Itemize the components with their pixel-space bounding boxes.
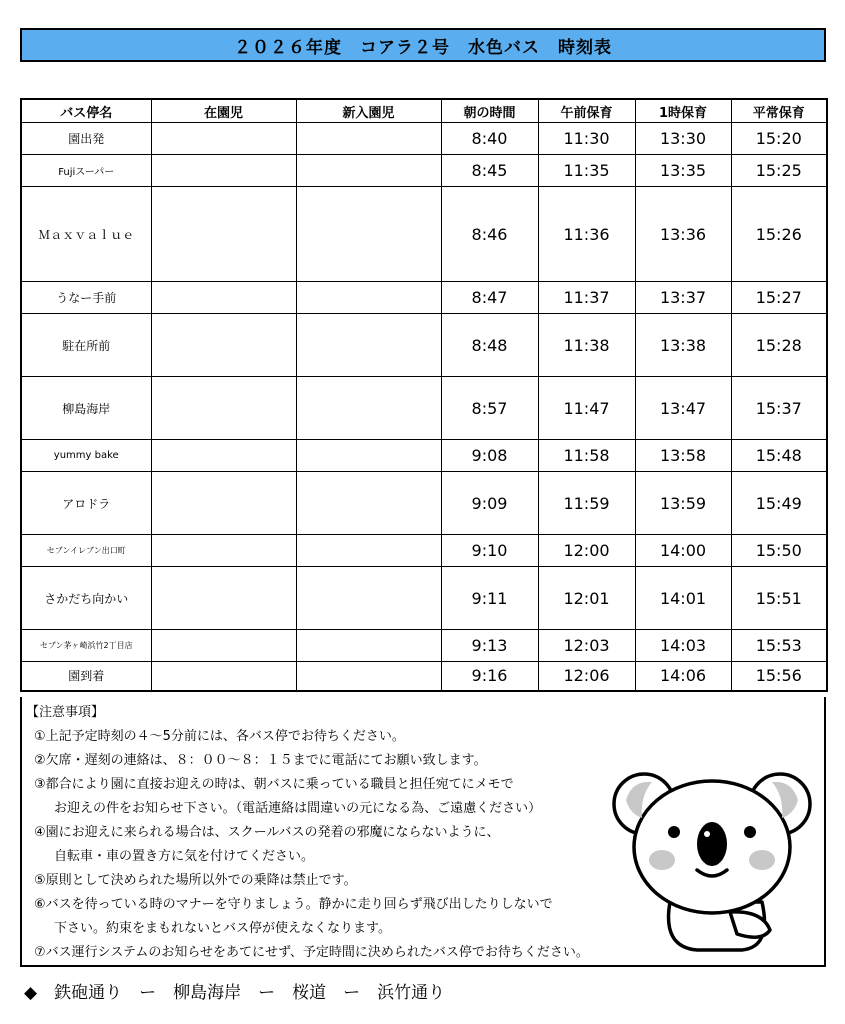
current-students-cell	[151, 314, 296, 377]
regular-care-time-cell: 15:27	[731, 282, 827, 314]
one-pm-care-time-cell: 13:58	[635, 440, 731, 472]
current-students-cell	[151, 440, 296, 472]
table-row	[21, 535, 827, 567]
koala-illustration	[612, 762, 812, 952]
stop-name-cell: Fujiスーパー	[21, 155, 151, 187]
new-students-cell	[296, 440, 441, 472]
note-line: 自転車・車の置き方に気を付けてください。	[54, 849, 315, 864]
header-current-students: 在園児	[151, 99, 296, 123]
one-pm-care-time-cell: 13:47	[635, 377, 731, 440]
regular-care-time-cell: 15:37	[731, 377, 827, 440]
regular-care-time-cell: 15:26	[731, 187, 827, 282]
table-row	[21, 630, 827, 662]
am-care-time-cell: 11:47	[538, 377, 635, 440]
am-care-time-cell: 11:30	[538, 123, 635, 155]
regular-care-time-cell: 15:56	[731, 662, 827, 691]
note-line: ②欠席・遅刻の連絡は、８：００～８：１５までに電話にてお願い致します。	[34, 753, 487, 768]
am-care-time-cell: 11:59	[538, 472, 635, 535]
one-pm-care-time-cell: 13:36	[635, 187, 731, 282]
note-line: ⑦バス運行システムのお知らせをあてにせず、予定時間に決められたバス停でお待ちください。	[34, 945, 589, 960]
current-students-cell	[151, 472, 296, 535]
morning-time-cell: 8:46	[441, 187, 538, 282]
one-pm-care-time-cell: 13:30	[635, 123, 731, 155]
new-students-cell	[296, 630, 441, 662]
current-students-cell	[151, 535, 296, 567]
one-pm-care-time-cell: 13:59	[635, 472, 731, 535]
new-students-cell	[296, 155, 441, 187]
stop-name-cell: 園出発	[21, 123, 151, 155]
notes-header: 【注意事項】	[26, 705, 105, 720]
stop-name-cell: うなー手前	[21, 282, 151, 314]
stop-name-cell: 駐在所前	[21, 314, 151, 377]
one-pm-care-time-cell: 14:06	[635, 662, 731, 691]
morning-time-cell: 9:16	[441, 662, 538, 691]
note-line: ③都合により園に直接お迎えの時は、朝バスに乗っている職員と担任宛てにメモで	[34, 777, 514, 792]
current-students-cell	[151, 630, 296, 662]
morning-time-cell: 8:40	[441, 123, 538, 155]
table-row	[21, 440, 827, 472]
note-line: ①上記予定時刻の４～5分前には、各バス停でお待ちください。	[34, 729, 405, 744]
one-pm-care-time-cell: 14:03	[635, 630, 731, 662]
current-students-cell	[151, 282, 296, 314]
header-stop: バス停名	[21, 99, 151, 123]
table-row	[21, 472, 827, 535]
morning-time-cell: 8:57	[441, 377, 538, 440]
morning-time-cell: 9:09	[441, 472, 538, 535]
stop-name-cell: yummy bake	[21, 440, 151, 472]
new-students-cell	[296, 282, 441, 314]
am-care-time-cell: 12:00	[538, 535, 635, 567]
current-students-cell	[151, 123, 296, 155]
morning-time-cell: 8:48	[441, 314, 538, 377]
regular-care-time-cell: 15:25	[731, 155, 827, 187]
header-new-students: 新入園児	[296, 99, 441, 123]
table-header-row	[21, 99, 827, 123]
current-students-cell	[151, 662, 296, 691]
new-students-cell	[296, 187, 441, 282]
note-line: ⑥バスを待っている時のマナーを守りましょう。静かに走り回らず飛び出したりしないで	[34, 897, 553, 912]
table-row	[21, 314, 827, 377]
one-pm-care-time-cell: 13:37	[635, 282, 731, 314]
timetable-title: ２０２６年度 コアラ２号 水色バス 時刻表	[20, 28, 826, 62]
table-row	[21, 662, 827, 691]
new-students-cell	[296, 472, 441, 535]
new-students-cell	[296, 535, 441, 567]
note-line: ⑤原則として決められた場所以外での乗降は禁止です。	[34, 873, 357, 888]
regular-care-time-cell: 15:49	[731, 472, 827, 535]
table-row	[21, 123, 827, 155]
am-care-time-cell: 12:03	[538, 630, 635, 662]
am-care-time-cell: 11:37	[538, 282, 635, 314]
am-care-time-cell: 11:36	[538, 187, 635, 282]
morning-time-cell: 9:10	[441, 535, 538, 567]
one-pm-care-time-cell: 14:01	[635, 567, 731, 630]
new-students-cell	[296, 123, 441, 155]
current-students-cell	[151, 187, 296, 282]
table-row	[21, 187, 827, 282]
current-students-cell	[151, 567, 296, 630]
regular-care-time-cell: 15:20	[731, 123, 827, 155]
stop-name-cell: アロドラ	[21, 472, 151, 535]
stop-name-cell: 園到着	[21, 662, 151, 691]
morning-time-cell: 8:45	[441, 155, 538, 187]
new-students-cell	[296, 377, 441, 440]
table-row	[21, 567, 827, 630]
morning-time-cell: 8:47	[441, 282, 538, 314]
table-row	[21, 377, 827, 440]
note-line: 下さい。約束をまもれないとバス停が使えなくなります。	[54, 921, 391, 936]
morning-time-cell: 9:13	[441, 630, 538, 662]
am-care-time-cell: 11:38	[538, 314, 635, 377]
regular-care-time-cell: 15:28	[731, 314, 827, 377]
note-line: お迎えの件をお知らせ下さい。（電話連絡は間違いの元になる為、ご遠慮ください）	[54, 801, 542, 816]
stop-name-cell: さかだち向かい	[21, 567, 151, 630]
am-care-time-cell: 11:35	[538, 155, 635, 187]
header-regular-care: 平常保育	[731, 99, 827, 123]
am-care-time-cell: 11:58	[538, 440, 635, 472]
stop-name-cell: セブンイレブン出口町	[21, 535, 151, 567]
morning-time-cell: 9:11	[441, 567, 538, 630]
header-am-care: 午前保育	[538, 99, 635, 123]
new-students-cell	[296, 567, 441, 630]
stop-name-cell: 柳島海岸	[21, 377, 151, 440]
am-care-time-cell: 12:01	[538, 567, 635, 630]
table-row	[21, 282, 827, 314]
stop-name-cell: セブン茅ヶ崎浜竹2丁目店	[21, 630, 151, 662]
new-students-cell	[296, 662, 441, 691]
one-pm-care-time-cell: 14:00	[635, 535, 731, 567]
header-morning: 朝の時間	[441, 99, 538, 123]
current-students-cell	[151, 377, 296, 440]
one-pm-care-time-cell: 13:35	[635, 155, 731, 187]
morning-time-cell: 9:08	[441, 440, 538, 472]
stop-name-cell: Ｍａｘｖａｌｕｅ	[21, 187, 151, 282]
one-pm-care-time-cell: 13:38	[635, 314, 731, 377]
regular-care-time-cell: 15:50	[731, 535, 827, 567]
timetable	[20, 98, 828, 692]
regular-care-time-cell: 15:53	[731, 630, 827, 662]
route-description: ◆ 鉄砲通り ー 柳島海岸 ー 桜道 ー 浜竹通り	[24, 983, 446, 1003]
new-students-cell	[296, 314, 441, 377]
table-row	[21, 155, 827, 187]
current-students-cell	[151, 155, 296, 187]
note-line: ④園にお迎えに来られる場合は、スクールバスの発着の邪魔にならないように、	[34, 825, 500, 840]
am-care-time-cell: 12:06	[538, 662, 635, 691]
header-1pm-care: 1時保育	[635, 99, 731, 123]
regular-care-time-cell: 15:51	[731, 567, 827, 630]
regular-care-time-cell: 15:48	[731, 440, 827, 472]
